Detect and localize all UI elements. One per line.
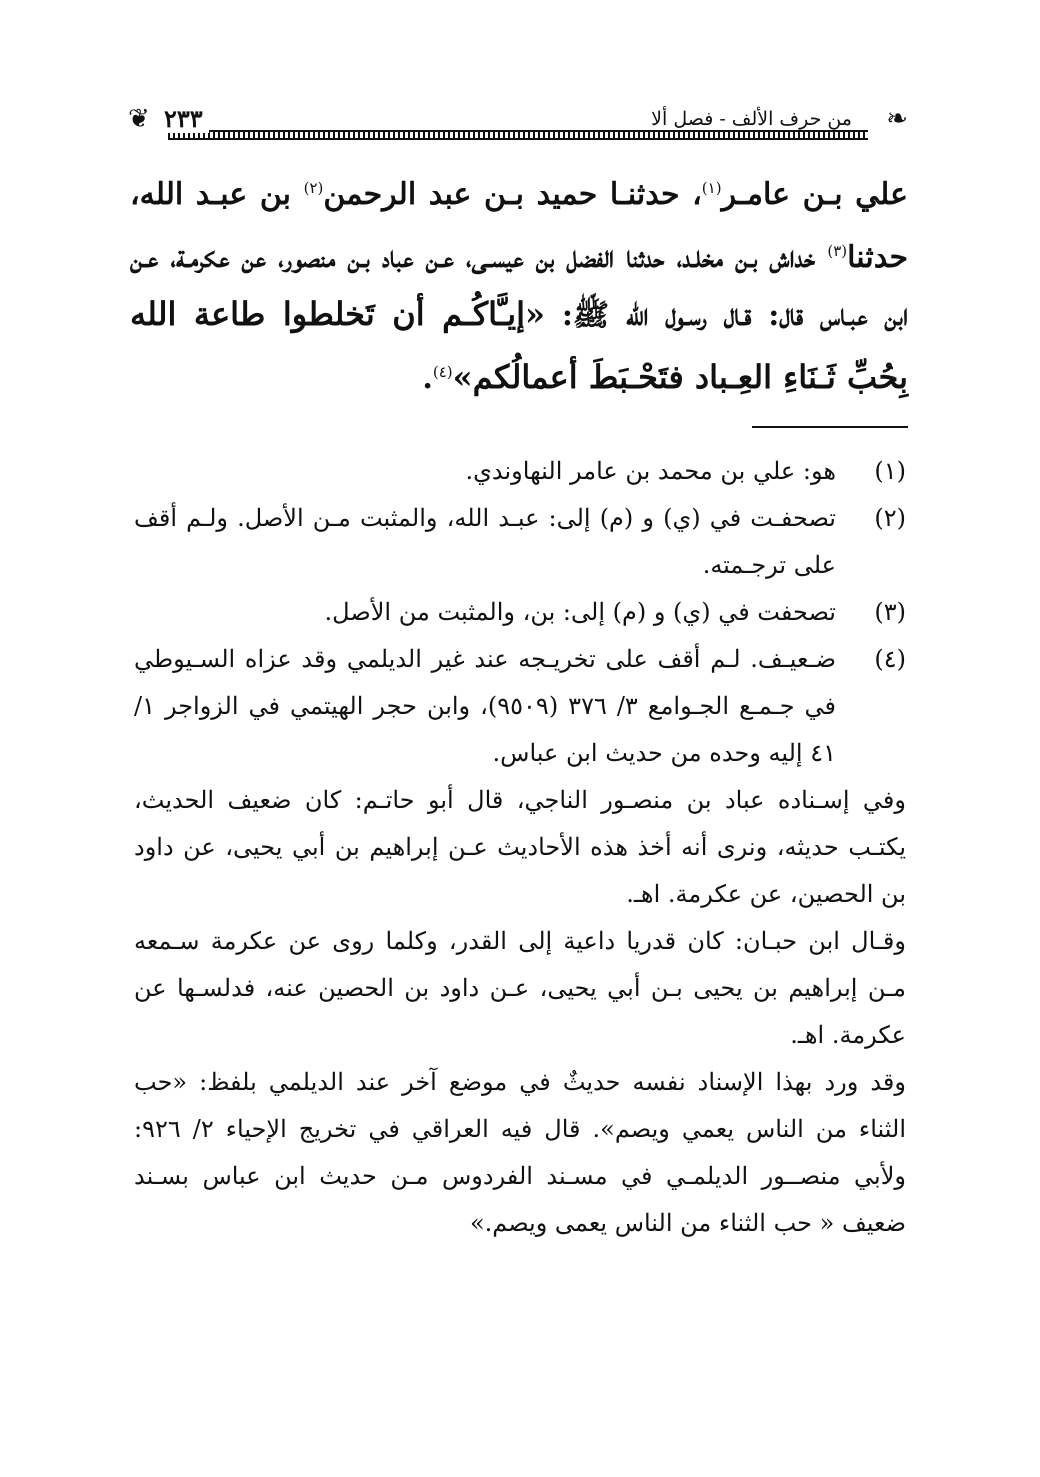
footnote-paragraph: وفي إسـناده عباد بن منصـور الناجي، قال أبو حاتـم: كان ضعيف الحديث، يكتـب حديثه، ونرى أنه أخذ هذه الأحاديث عـن إبراهيم بن أبي يحيى، عن داود بن الحصين، عن عكرمة. اهـ. <box>134 786 906 908</box>
main-text-part: علي بـن عامـر <box>721 177 909 212</box>
footnote-4 <box>134 636 906 1247</box>
hadith-text: «إيـَّاكُـم أن تَخلطوا طاعة الله بِحُبِّ ثَـنَاءِ العِـباد فتَحْـبَطَ أعمالُكم» <box>130 295 908 396</box>
footnote-number: (٣) <box>874 598 906 626</box>
left-floral-ornament-icon: ❦ <box>128 104 150 134</box>
footnote-3 <box>134 589 906 636</box>
main-text-part: خداش بـن مخلـد، حدثنا الفضل بن عيسـى، عـن عباد بـن منصور، عن عكرمـة، عـن ابن عبـاس قال: قـال رسـول الله ﷺ: <box>130 240 909 333</box>
footnote-ref-4: (٤) <box>432 363 453 381</box>
main-text <box>130 160 908 407</box>
right-floral-ornament-icon: ❧ <box>886 104 908 134</box>
page-number: ٢٣٣ <box>158 104 209 133</box>
running-header <box>128 100 908 140</box>
main-text-part: بن عبـد الله، حدثنا <box>130 177 908 275</box>
main-text-end: . <box>422 361 433 396</box>
footnote-number: (٤) <box>874 645 906 673</box>
footnote-paragraph: وقـال ابن حبـان: كان قدريا داعية إلى القدر، وكلما روى عن عكرمة سـمعه مـن إبراهيم بن يحيى بـن أبي يحيى، عـن داود بن الحصين عنه، فدلسـها عن عكرمة. اهـ. <box>134 927 906 1049</box>
footnote-text: ضـعيـف. لـم أقف على تخريـجه عند غير الديلمي وقد عزاه السـيوطي في جـمـع الجـوامع ٣/ ٣٧٦ (٩٥٠٩)، وابن حجر الهيتمي في الزواجر ١/ ٤١ إليه وحده من حديث ابن عباس. <box>134 645 836 767</box>
footnote-separator <box>752 426 908 428</box>
footnote-ref-3: (٣) <box>827 242 848 260</box>
footnotes <box>134 448 906 1247</box>
footnote-number: (١) <box>874 457 906 485</box>
header-ornamental-rule <box>168 130 868 140</box>
header-title: من حرف الألف - فصل ألا <box>645 108 858 130</box>
footnote-text: هو: علي بن محمد بن عامر النهاوندي. <box>465 457 836 485</box>
footnote-paragraph: وقد ورد بهذا الإسناد نفسه حديثٌ في موضع آخر عند الديلمي بلفظ: «حب الثناء من الناس يعمي ويصم». قال فيه العراقي في تخريج الإحياء ٢/ ٩٢٦: ولأبي منصــور الديلمـي في مسـند الفردوس مـن حديث ابن عباس بسـند ضعيف « حب الثناء من الناس يعمى ويصم.» <box>134 1068 906 1237</box>
footnote-ref-1: (١) <box>701 179 722 197</box>
footnote-ref-2: (٢) <box>303 179 324 197</box>
footnote-text: تصحفـت في (ي) و (م) إلى: عبـد الله، والمثبت مـن الأصل. ولـم أقف على ترجـمته. <box>134 504 836 579</box>
main-text-part: ، حدثنـا حميد بـن عبد الرحمن <box>323 177 702 212</box>
footnote-1 <box>134 448 906 495</box>
footnote-2 <box>134 495 906 589</box>
footnote-number: (٢) <box>874 504 906 532</box>
footnote-text: تصحفت في (ي) و (م) إلى: بن، والمثبت من الأصل. <box>324 598 836 626</box>
